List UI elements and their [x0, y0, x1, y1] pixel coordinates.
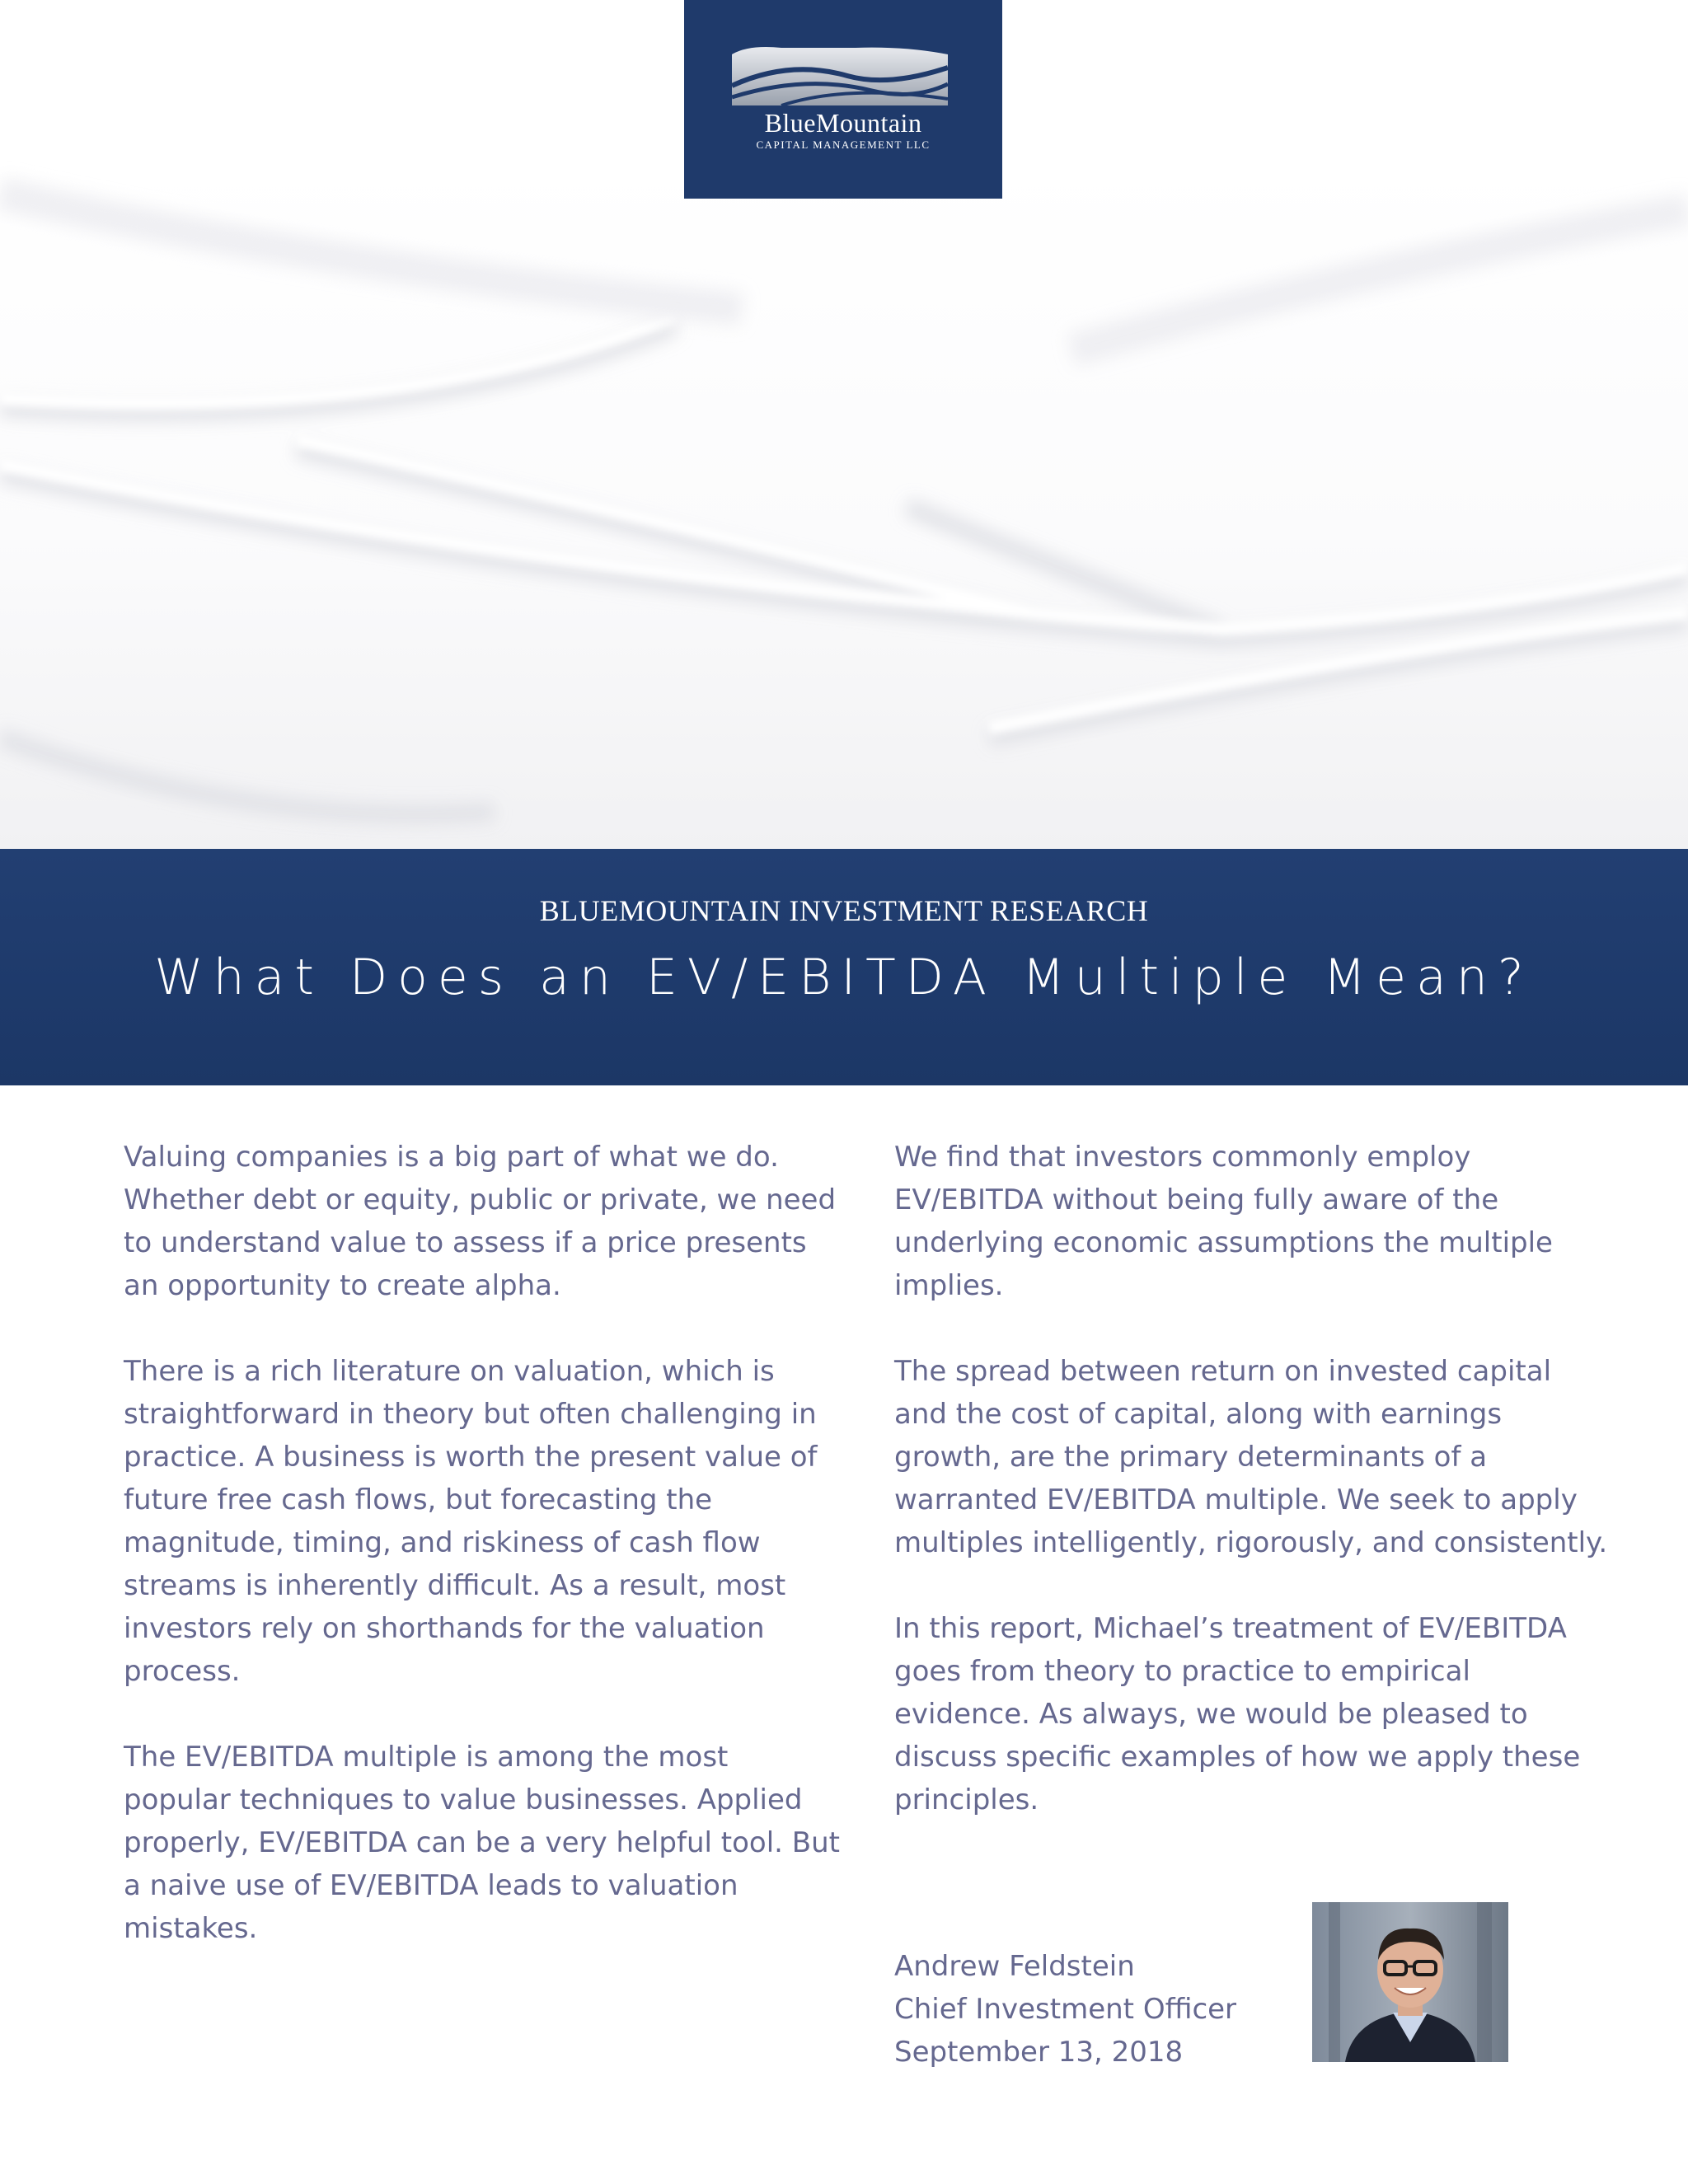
- title-banner: [0, 849, 1688, 1085]
- paragraph: In this report, Michael’s treatment of EV/EBITDA goes from theory to practice to empirical evidence. As always, we would be pleased to discuss specific examples of how we apply these principles.: [894, 1612, 1581, 1816]
- logo-subtitle: CAPITAL MANAGEMENT LLC: [756, 138, 931, 151]
- hero-swoosh-graphic: [0, 161, 1688, 849]
- signature-title: Chief Investment Officer: [894, 1993, 1237, 2026]
- paragraph: The EV/EBITDA multiple is among the most popular techniques to value businesses. Applied properly, EV/EBITDA can be a very helpful tool. But a naive use of EV/EBITDA leads to valuation mistakes.: [124, 1741, 840, 1945]
- left-column: [124, 1136, 841, 1993]
- signature-block: [894, 1945, 1236, 2074]
- page-title: What Does an EV/EBITDA Multiple Mean?: [154, 949, 1534, 1006]
- mountain-logo-icon: [732, 43, 954, 105]
- author-photo: [1312, 1902, 1508, 2062]
- paragraph: Valuing companies is a big part of what we do. Whether debt or equity, public or private, we need to understand value to assess if a price presents an opportunity to create alpha.: [124, 1141, 837, 1302]
- signature-name: Andrew Feldstein: [894, 1950, 1135, 1983]
- signature-date: September 13, 2018: [894, 2036, 1184, 2069]
- hero-background: [0, 161, 1688, 849]
- paragraph: There is a rich literature on valuation, which is straightforward in theory but often challenging in practice. A business is worth the present value of future free cash flows, but forecasting the magnitude, timing, and riskiness of cash flow streams is inherently difficult. As a result, most investors rely on shorthands for the valuation process.: [124, 1355, 818, 1688]
- paragraph: The spread between return on invested capital and the cost of capital, along with earnings growth, are the primary determinants of a warranted EV/EBITDA multiple. We seek to apply multiples intelligently, rigorously, and consistently.: [894, 1355, 1608, 1559]
- company-logo: [684, 0, 1002, 199]
- right-column: [894, 1136, 1611, 1864]
- author-portrait-image: [1312, 1902, 1508, 2062]
- logo-wordmark: BlueMountain: [764, 108, 922, 138]
- research-kicker: BLUEMOUNTAIN INVESTMENT RESEARCH: [539, 894, 1149, 927]
- paragraph: We find that investors commonly employ EV/EBITDA without being fully aware of the underlying economic assumptions the multiple implies.: [894, 1141, 1553, 1302]
